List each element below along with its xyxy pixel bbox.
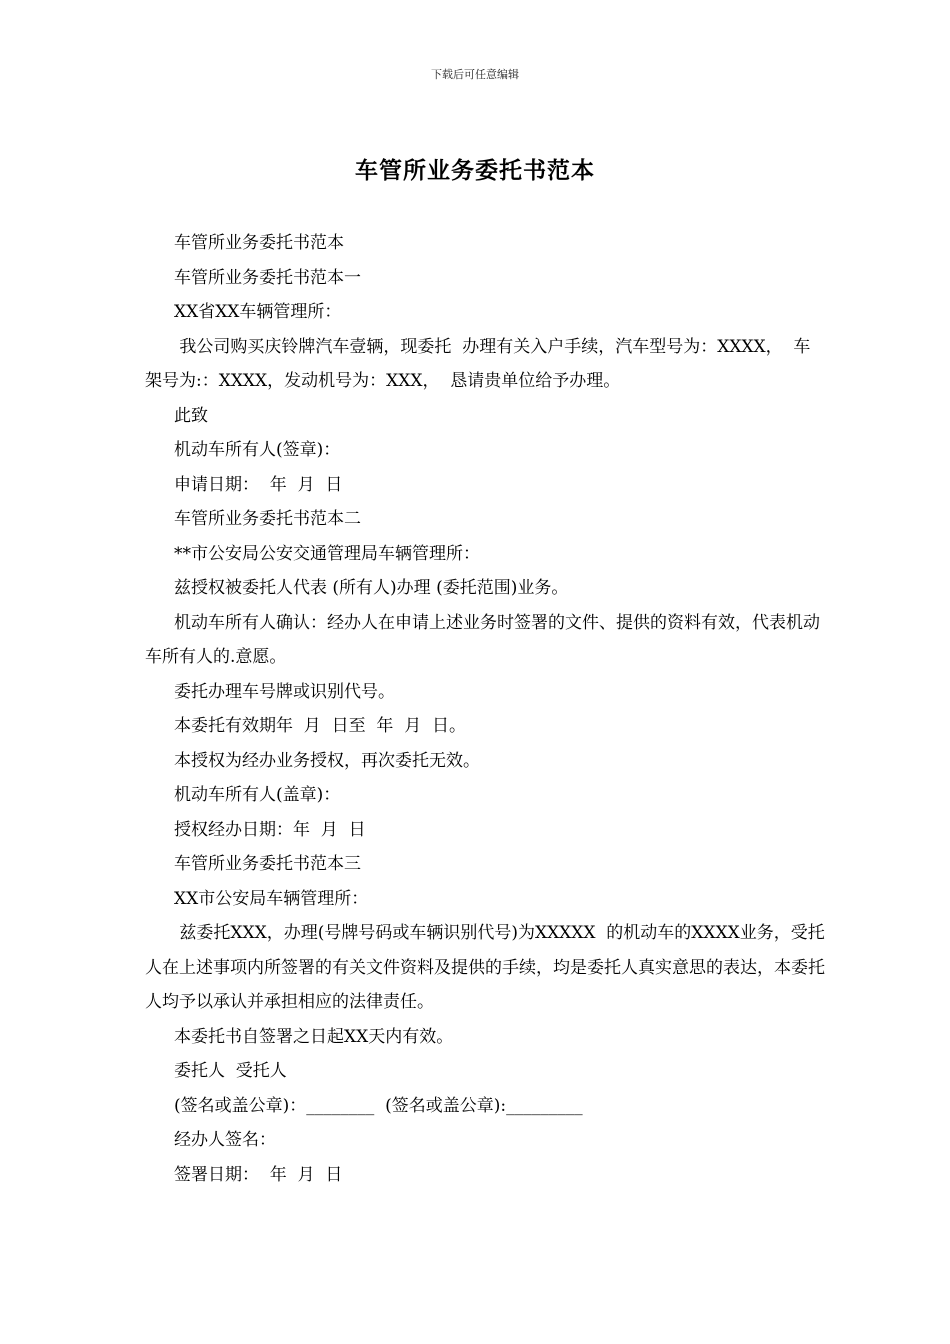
document-title: 车管所业务委托书范本 [355, 158, 595, 184]
paragraph: 兹委托XXX，办理(号牌号码或车辆识别代号)为XXXXX 的机动车的XXXX业务，受托人在上述事项内所签署的有关文件资料及提供的手续，均是委托人真实意思的表达，本委托人均予以承认并承担相应的法律责任。 [145, 923, 825, 1012]
paragraph: 本委托书自签署之日起XX天内有效。 [174, 1026, 454, 1047]
paragraph: 机动车所有人(盖章)： [174, 785, 341, 805]
paragraph: 签署日期： 年 月 日 [174, 1164, 343, 1185]
paragraph: 授权经办日期：年 月 日 [174, 819, 366, 840]
paragraph: 本委托有效期年 月 日至 年 月 日。 [174, 716, 467, 736]
paragraph: 车管所业务委托书范本三 [174, 854, 361, 874]
paragraph: 机动车所有人(签章)： [174, 440, 341, 460]
paragraph: (签名或盖公章)：________ (签名或盖公章):_________ [174, 1095, 583, 1116]
paragraph: 我公司购买庆铃牌汽车壹辆，现委托 办理有关入户手续，汽车型号为：XXXX， 车架号为:：XXXX，发动机号为：XXX， 恳请贵单位给予办理。 [145, 336, 811, 391]
paragraph: 本授权为经办业务授权，再次委托无效。 [174, 750, 480, 771]
paragraph: XX市公安局车辆管理所： [174, 888, 369, 909]
paragraph: 车管所业务委托书范本 [174, 233, 344, 253]
paragraph: XX省XX车辆管理所： [174, 302, 342, 322]
paragraph: 车管所业务委托书范本一 [174, 267, 361, 288]
paragraph: 经办人签名： [174, 1130, 276, 1150]
document-body [145, 226, 825, 1192]
paragraph: 委托办理车号牌或识别代号。 [174, 681, 395, 702]
header-note: 下载后可任意编辑 [431, 68, 519, 81]
paragraph: 申请日期： 年 月 日 [174, 474, 343, 495]
paragraph: 车管所业务委托书范本二 [174, 509, 361, 529]
paragraph: 委托人 受托人 [174, 1061, 287, 1081]
paragraph: **市公安局公安交通管理局车辆管理所： [174, 543, 480, 564]
paragraph: 机动车所有人确认：经办人在申请上述业务时签署的文件、提供的资料有效，代表机动车所有人的.意愿。 [145, 612, 820, 667]
paragraph: 此致 [174, 405, 208, 426]
paragraph: 兹授权被委托人代表 (所有人)办理 (委托范围)业务。 [174, 578, 569, 598]
